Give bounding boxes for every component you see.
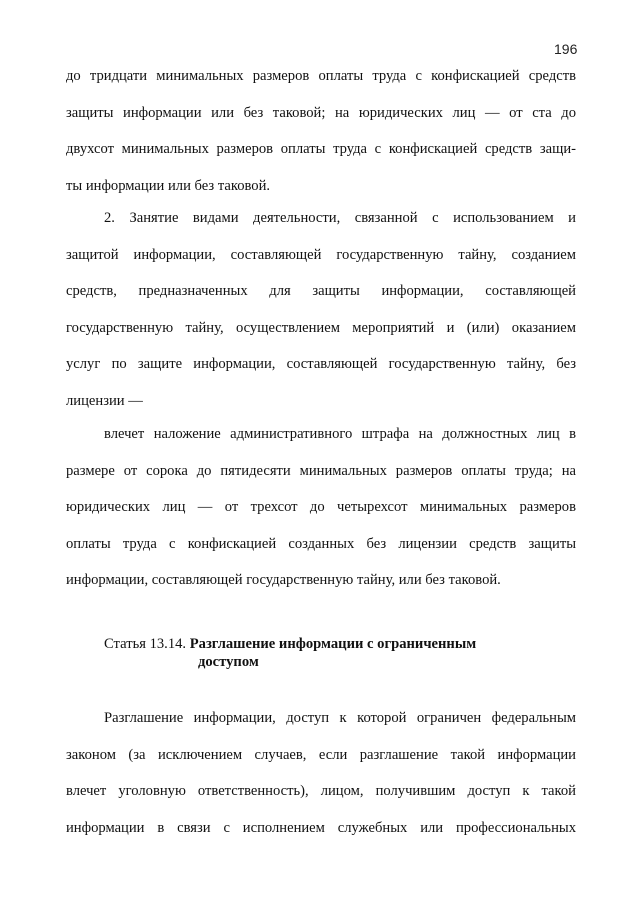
text-line: информации в связи с исполнением служебных или профессиональных — [66, 819, 576, 836]
text-line: государственную тайну, осуществлением мероприятий и (или) оказанием — [66, 319, 576, 336]
text-line: до тридцати минимальных размеров оплаты труда с конфискацией средств — [66, 68, 576, 84]
paragraph-item-2 — [66, 200, 576, 419]
text-line: юридических лиц — от трехсот до четырехсот минимальных размеров — [66, 499, 576, 515]
page-number: 196 — [554, 41, 578, 57]
paragraph-continuation — [66, 58, 576, 204]
text-line: услуг по защите информации, составляющей государственную тайну, без — [66, 356, 576, 372]
article-paragraph — [66, 700, 576, 846]
article-title-continued: доступом — [198, 654, 259, 670]
text-line: влечет уголовную ответственность), лицом, получившим доступ к такой — [66, 783, 576, 799]
text-line: лицензии — — [66, 392, 143, 409]
text-line: защиты информации или без таковой; на юридических лиц — от ста до — [66, 104, 576, 121]
text-line: ты информации или без таковой. — [66, 177, 271, 194]
article-number: Статья 13.14. — [104, 636, 187, 652]
paragraph-penalty — [66, 416, 576, 599]
text-line: Разглашение информации, доступ к которой ограничен федеральным — [104, 710, 576, 726]
text-line: размере от сорока до пятидесяти минимальных размеров оплаты труда; на — [66, 462, 576, 479]
text-line: влечет наложение административного штрафа на должностных лиц в — [104, 426, 576, 442]
article-title: Разглашение информации с ограниченным — [189, 636, 477, 652]
text-line: законом (за исключением случаев, если разглашение такой информации — [66, 746, 576, 763]
text-line: защитой информации, составляющей государственную тайну, созданием — [66, 246, 576, 263]
text-line: оплаты труда с конфискацией созданных без лицензии средств защиты — [66, 535, 576, 552]
text-line: информации, составляющей государственную тайну, или без таковой. — [66, 572, 501, 588]
text-line: двухсот минимальных размеров оплаты труда с конфискацией средств защи- — [66, 141, 576, 157]
text-line: средств, предназначенных для защиты информации, составляющей — [66, 283, 576, 299]
article-heading — [104, 635, 564, 671]
text-line: 2. Занятие видами деятельности, связанной с использованием и — [104, 210, 576, 226]
